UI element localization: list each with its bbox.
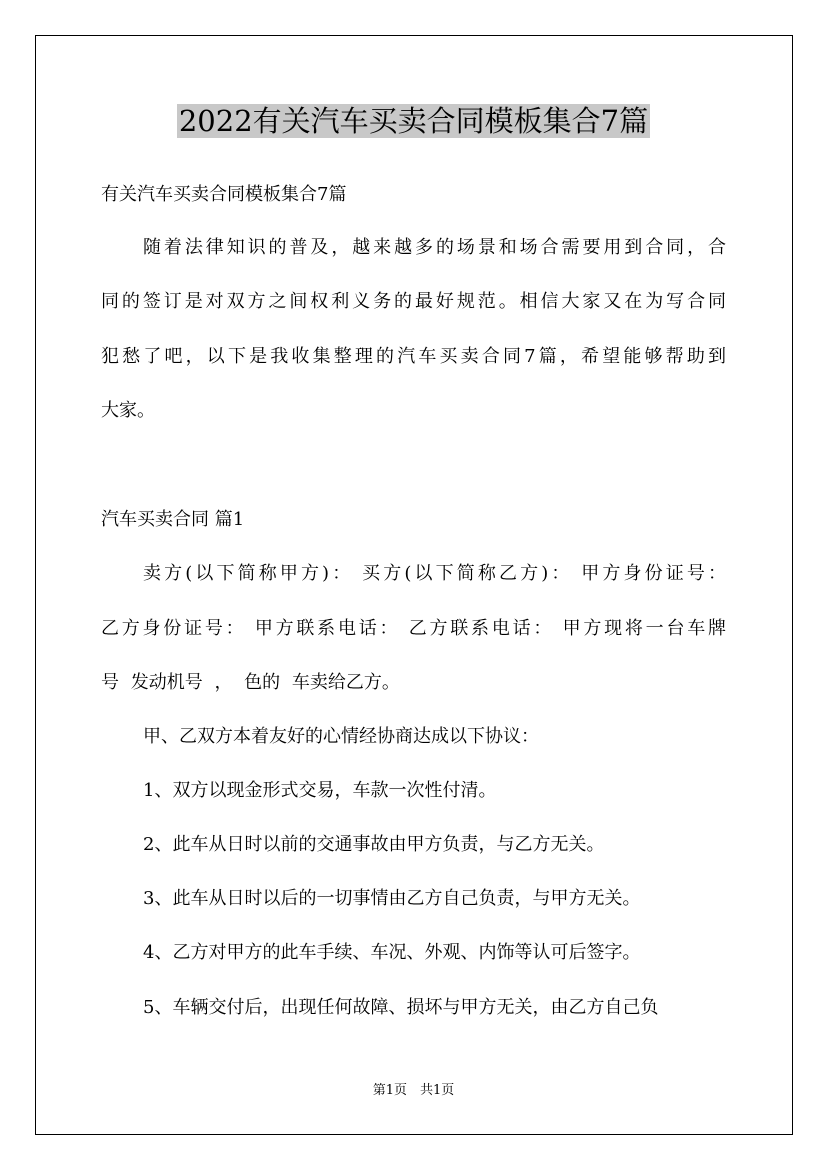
intro-line-3: 犯愁了吧，以下是我收集整理的汽车买卖合同7篇，希望能够帮助到	[101, 346, 726, 367]
clause-5: 5、车辆交付后，出现任何故障、损坏与甲方无关，由乙方自己负	[143, 997, 659, 1018]
intro-line-4: 大家。	[101, 400, 155, 421]
parties-line-3: 号 发动机号 ， 色的 车卖给乙方。	[101, 672, 400, 693]
document-subtitle: 有关汽车买卖合同模板集合7篇	[101, 184, 347, 205]
page-indicator: 第1页 共1页	[372, 1083, 455, 1098]
intro-line-1: 随着法律知识的普及，越来越多的场景和场合需要用到合同，合	[143, 237, 726, 258]
intro-line-2: 同的签订是对双方之间权利义务的最好规范。相信大家又在为写合同	[101, 291, 726, 312]
document-title	[0, 100, 827, 142]
document-title-text: 2022有关汽车买卖合同模板集合7篇	[178, 104, 649, 138]
clause-4: 4、乙方对甲方的此车手续、车况、外观、内饰等认可后签字。	[143, 942, 641, 963]
page-footer	[0, 1082, 827, 1100]
agreement-intro: 甲、乙双方本着友好的心情经协商达成以下协议：	[143, 726, 539, 747]
section-heading: 汽车买卖合同 篇1	[101, 509, 245, 530]
parties-line-2: 乙方身份证号： 甲方联系电话： 乙方联系电话： 甲方现将一台车牌	[101, 618, 726, 639]
clause-3: 3、此车从日时以后的一切事情由乙方自己负责，与甲方无关。	[143, 888, 641, 909]
clause-2: 2、此车从日时以前的交通事故由甲方负责，与乙方无关。	[143, 834, 605, 855]
parties-line-1: 卖方(以下简称甲方)： 买方(以下简称乙方)： 甲方身份证号：	[143, 563, 726, 584]
clause-1: 1、双方以现金形式交易，车款一次性付清。	[143, 780, 497, 801]
